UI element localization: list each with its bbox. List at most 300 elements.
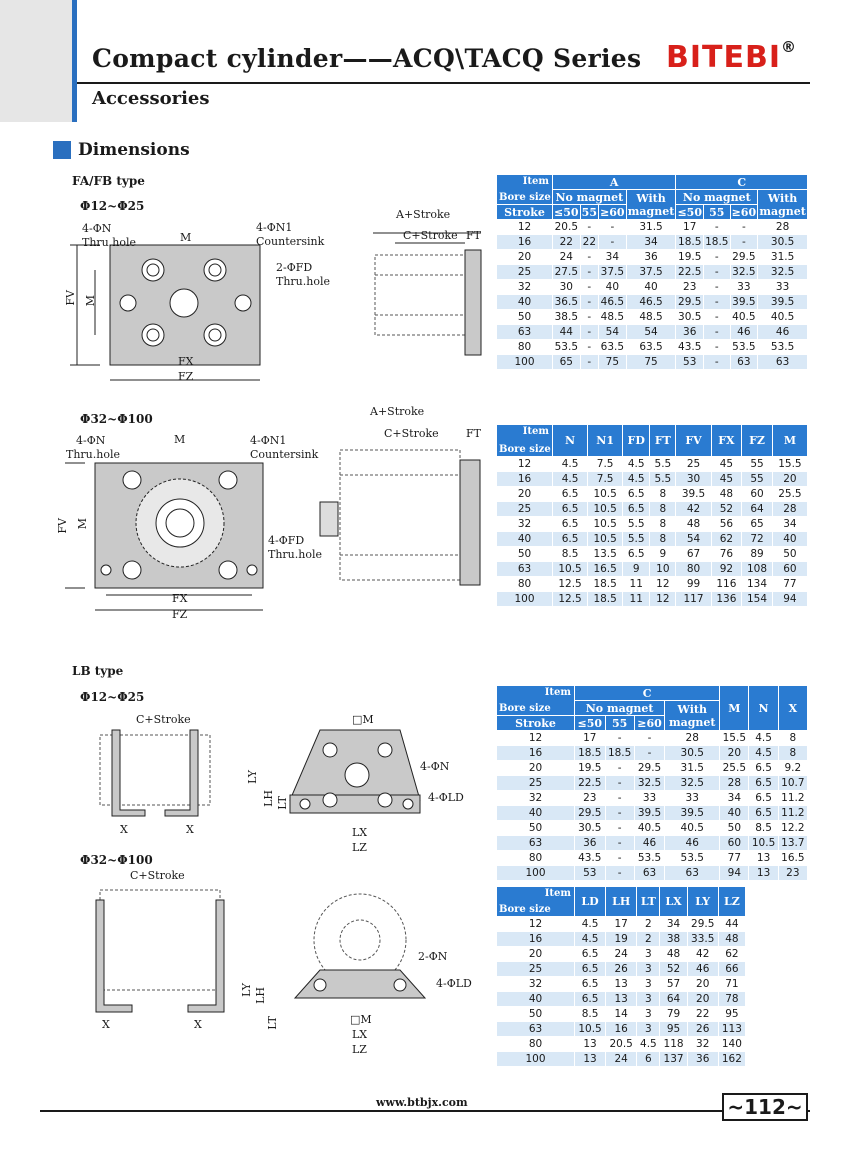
value-cell: - (580, 265, 598, 280)
brand-logo (666, 40, 797, 75)
column-header: FV (676, 425, 711, 457)
header-lb-stroke: Stroke (497, 716, 575, 731)
value-cell: 40.5 (758, 310, 808, 325)
table-row (497, 457, 808, 472)
value-cell: 77 (720, 851, 749, 866)
value-cell: 30.5 (665, 746, 720, 761)
value-cell: 63 (634, 866, 665, 881)
page-number: ~112~ (722, 1093, 808, 1121)
value-cell: 29.5 (730, 250, 758, 265)
fa-large-fd-thru-label: Thru.hole (268, 548, 322, 561)
value-cell: 6.5 (623, 487, 650, 502)
value-cell: - (730, 220, 758, 235)
value-cell: 26 (606, 962, 637, 977)
value-cell: 2 (637, 932, 660, 947)
value-cell: 6.5 (553, 487, 588, 502)
fa-large-fz-label: FZ (172, 608, 188, 621)
corner-item: Item (544, 888, 571, 899)
value-cell: - (580, 295, 598, 310)
value-cell: 13 (575, 1037, 606, 1052)
value-cell: 29.5 (634, 761, 665, 776)
value-cell: 6 (637, 1052, 660, 1067)
value-cell: 32.5 (634, 776, 665, 791)
value-cell: - (605, 761, 634, 776)
lb-large-lh-label: LH (254, 987, 267, 1004)
value-cell: 31.5 (665, 761, 720, 776)
value-cell: 4.5 (623, 457, 650, 472)
table-row (497, 325, 808, 340)
value-cell: 40.5 (730, 310, 758, 325)
value-cell: 55 (742, 457, 773, 472)
bore-size-cell: 12 (497, 220, 553, 235)
value-cell: 23 (676, 280, 704, 295)
header-s1: ≤50 (554, 205, 579, 219)
value-cell: - (704, 280, 731, 295)
header-lb-with-magnet (665, 701, 720, 731)
value-cell: 63 (665, 866, 720, 881)
value-cell: 33 (634, 791, 665, 806)
bore-size-cell: 80 (497, 577, 553, 592)
value-cell: 53.5 (553, 340, 581, 355)
value-cell: 154 (742, 592, 773, 607)
table-row (497, 592, 808, 607)
value-cell: 48 (718, 932, 745, 947)
value-cell: 16.5 (778, 851, 807, 866)
with-label: With (677, 702, 707, 716)
lb-m-square-label: □M (352, 713, 374, 726)
value-cell: 18.5 (588, 592, 623, 607)
bore-size-cell: 40 (497, 806, 575, 821)
value-cell: 4.5 (623, 472, 650, 487)
value-cell: 33.5 (687, 932, 718, 947)
value-cell: - (580, 280, 598, 295)
value-cell: 30 (553, 280, 581, 295)
value-cell: 17 (606, 917, 637, 932)
lb-large-ld-label: 4-ΦLD (436, 977, 472, 990)
fa-c-stroke-label: C+Stroke (403, 229, 458, 242)
table-row (497, 731, 808, 746)
bore-size-cell: 20 (497, 487, 553, 502)
fa-large-n-label: 4-ΦN (76, 434, 106, 447)
bore-size-cell: 80 (497, 340, 553, 355)
value-cell: 8 (650, 487, 676, 502)
fa-large-a-stroke-label: A+Stroke (370, 405, 425, 418)
value-cell: 36 (626, 250, 676, 265)
value-cell: 56 (711, 517, 742, 532)
value-cell: 24 (553, 250, 581, 265)
value-cell: 22 (553, 235, 581, 250)
fa-large-n1-label: 4-ΦN1 (250, 434, 287, 447)
lb-x-left-label: X (120, 823, 128, 836)
corner-bore: Bore size (499, 703, 551, 714)
lb-large-c-stroke-label: C+Stroke (130, 869, 185, 882)
table-row (497, 472, 808, 487)
value-cell: 25.5 (772, 487, 807, 502)
bore-size-cell: 32 (497, 977, 575, 992)
brand-name: BITEBI (666, 40, 782, 75)
table-row (497, 265, 808, 280)
value-cell: 46.5 (626, 295, 676, 310)
fa-fd-label: 2-ΦFD (276, 261, 313, 274)
footer-rule (40, 1110, 810, 1112)
value-cell: 40 (599, 280, 627, 295)
value-cell: 6.5 (575, 992, 606, 1007)
fa-n-label: 4-ΦN (82, 222, 112, 235)
value-cell: - (599, 220, 627, 235)
value-cell: 12 (650, 577, 676, 592)
value-cell: 46 (758, 325, 808, 340)
fa-m-label: M (180, 231, 192, 244)
value-cell: 13 (575, 1052, 606, 1067)
table-row (497, 947, 746, 962)
column-header: N (553, 425, 588, 457)
value-cell: 4.5 (575, 932, 606, 947)
table-row (497, 1052, 746, 1067)
value-cell: 6.5 (749, 776, 778, 791)
with-label: With (636, 191, 666, 205)
with-label: With (767, 191, 798, 205)
value-cell: 57 (660, 977, 687, 992)
value-cell: 42 (676, 502, 711, 517)
value-cell: 16 (606, 1022, 637, 1037)
value-cell: 8 (650, 502, 676, 517)
bore-size-cell: 16 (497, 472, 553, 487)
table-row (497, 502, 808, 517)
table-lb-l-dims (496, 886, 746, 1067)
value-cell: - (580, 355, 598, 370)
value-cell: 40 (720, 806, 749, 821)
value-cell: 9 (650, 547, 676, 562)
lb-small-front-drawing (250, 725, 440, 855)
fa-large-ft-label: FT (466, 427, 481, 440)
table-fa-corner (497, 425, 553, 457)
value-cell: 6.5 (623, 547, 650, 562)
value-cell: - (704, 295, 731, 310)
header-a-no-magnet: No magnet (553, 190, 627, 205)
value-cell: 29.5 (575, 806, 606, 821)
value-cell: 15.5 (772, 457, 807, 472)
footer-url[interactable]: www.btbjx.com (376, 1096, 468, 1109)
value-cell: 12 (650, 592, 676, 607)
value-cell: 39.5 (665, 806, 720, 821)
value-cell: 113 (718, 1022, 745, 1037)
value-cell: 8.5 (553, 547, 588, 562)
value-cell: 38 (660, 932, 687, 947)
header-side-panel (0, 0, 72, 122)
table-lb-l-corner (497, 887, 575, 917)
table-a-c-corner (497, 175, 553, 205)
value-cell: 46 (687, 962, 718, 977)
corner-item: Item (522, 176, 549, 187)
bore-size-cell: 20 (497, 250, 553, 265)
header-lb-m: M (720, 686, 749, 731)
value-cell: 4.5 (553, 472, 588, 487)
fa-large-m-vertical-label: M (76, 518, 89, 530)
value-cell: - (704, 325, 731, 340)
value-cell: 18.5 (588, 577, 623, 592)
value-cell: 6.5 (553, 502, 588, 517)
value-cell: 52 (660, 962, 687, 977)
value-cell: 65 (742, 517, 773, 532)
fa-ft-label: FT (466, 229, 481, 242)
value-cell: - (605, 866, 634, 881)
value-cell: 12.5 (553, 592, 588, 607)
bore-size-cell: 12 (497, 731, 575, 746)
table-lb-c-corner (497, 686, 575, 716)
registered-mark: ® (781, 38, 798, 56)
value-cell: 10.5 (588, 487, 623, 502)
value-cell: 75 (626, 355, 676, 370)
value-cell: 16.5 (588, 562, 623, 577)
value-cell: 22 (687, 1007, 718, 1022)
table-row (497, 517, 808, 532)
bore-size-cell: 50 (497, 547, 553, 562)
lb-n4-label: 4-ΦN (420, 760, 450, 773)
value-cell: 18.5 (575, 746, 606, 761)
value-cell: - (605, 776, 634, 791)
fa-large-fv-label: FV (56, 518, 69, 534)
table-row (497, 806, 808, 821)
column-header: LX (660, 887, 687, 917)
column-header: LH (606, 887, 637, 917)
value-cell: 62 (718, 947, 745, 962)
value-cell: 10.7 (778, 776, 807, 791)
value-cell: 20.5 (606, 1037, 637, 1052)
header-s3: ≥60 (731, 205, 757, 219)
value-cell: 6.5 (623, 502, 650, 517)
header-lb-n: N (749, 686, 778, 731)
value-cell: 33 (665, 791, 720, 806)
table-row (497, 562, 808, 577)
table-row (497, 932, 746, 947)
header-lb-s1: ≤50 (575, 716, 606, 731)
corner-item: Item (522, 426, 549, 437)
table-row (497, 1022, 746, 1037)
bore-size-cell: 16 (497, 932, 575, 947)
section-marker (53, 141, 71, 159)
value-cell: 27.5 (553, 265, 581, 280)
bore-size-cell: 80 (497, 851, 575, 866)
value-cell: 30.5 (575, 821, 606, 836)
magnet-label: magnet (668, 715, 716, 729)
value-cell: 34 (660, 917, 687, 932)
value-cell: 65 (553, 355, 581, 370)
fa-large-m-label: M (174, 433, 186, 446)
corner-bore: Bore size (499, 904, 551, 915)
table-row (497, 340, 808, 355)
value-cell: 18.5 (605, 746, 634, 761)
value-cell: 18.5 (676, 235, 704, 250)
header-stroke: Stroke (497, 205, 553, 220)
value-cell: - (580, 325, 598, 340)
value-cell: 2 (637, 917, 660, 932)
column-header: N1 (588, 425, 623, 457)
value-cell: 31.5 (758, 250, 808, 265)
bore-size-cell: 16 (497, 746, 575, 761)
bore-size-cell: 25 (497, 265, 553, 280)
value-cell: 39.5 (758, 295, 808, 310)
value-cell: 63 (758, 355, 808, 370)
value-cell: 134 (742, 577, 773, 592)
header-a: A (553, 175, 676, 190)
lb-large-range: Φ32~Φ100 (80, 853, 153, 867)
bore-size-cell: 100 (497, 592, 553, 607)
bore-size-cell: 100 (497, 355, 553, 370)
lb-large-ly-label: LY (240, 983, 253, 997)
value-cell: 28 (772, 502, 807, 517)
value-cell: - (580, 340, 598, 355)
bore-size-cell: 12 (497, 917, 575, 932)
value-cell: 5.5 (650, 472, 676, 487)
value-cell: 10.5 (553, 562, 588, 577)
value-cell: - (704, 250, 731, 265)
value-cell: 28 (720, 776, 749, 791)
value-cell: 39.5 (676, 487, 711, 502)
column-header: LZ (718, 887, 745, 917)
value-cell: 6.5 (749, 806, 778, 821)
value-cell: - (580, 220, 598, 235)
value-cell: 94 (772, 592, 807, 607)
value-cell: 37.5 (626, 265, 676, 280)
value-cell: 79 (660, 1007, 687, 1022)
value-cell: 6.5 (749, 761, 778, 776)
fa-large-range: Φ32~Φ100 (80, 412, 153, 426)
magnet-label: magnet (759, 204, 806, 218)
table-row (497, 776, 808, 791)
value-cell: - (605, 791, 634, 806)
value-cell: 13 (606, 977, 637, 992)
value-cell: 140 (718, 1037, 745, 1052)
fa-large-c-stroke-label: C+Stroke (384, 427, 439, 440)
header-lb-s3: ≥60 (634, 716, 665, 731)
value-cell: 60 (772, 562, 807, 577)
fa-fz-label: FZ (178, 370, 194, 383)
value-cell: 6.5 (575, 977, 606, 992)
value-cell: - (605, 821, 634, 836)
value-cell: 6.5 (749, 791, 778, 806)
value-cell: 40 (772, 532, 807, 547)
table-row (497, 836, 808, 851)
value-cell: 8 (778, 731, 807, 746)
value-cell: 38.5 (553, 310, 581, 325)
lb-lx-label: LX (352, 826, 368, 839)
lb-lh-label: LH (262, 790, 275, 807)
value-cell: 42 (687, 947, 718, 962)
table-row (497, 355, 808, 370)
value-cell: 32 (687, 1037, 718, 1052)
table-row (497, 1007, 746, 1022)
value-cell: 54 (676, 532, 711, 547)
value-cell: 17 (676, 220, 704, 235)
value-cell: 36 (575, 836, 606, 851)
corner-bore: Bore size (499, 444, 551, 455)
value-cell: 45 (711, 457, 742, 472)
value-cell: 20 (720, 746, 749, 761)
value-cell: - (704, 340, 731, 355)
value-cell: 39.5 (730, 295, 758, 310)
lb-small-side-drawing (90, 720, 220, 840)
value-cell: 67 (676, 547, 711, 562)
value-cell: 32.5 (758, 265, 808, 280)
fa-small-side-drawing (365, 225, 495, 365)
lb-large-lz-label: LZ (352, 1043, 367, 1056)
fa-m-vertical-label: M (84, 295, 97, 307)
value-cell: 116 (711, 577, 742, 592)
value-cell: 53 (676, 355, 704, 370)
value-cell: 8 (778, 746, 807, 761)
value-cell: - (704, 355, 731, 370)
table-row (497, 547, 808, 562)
value-cell: 22.5 (575, 776, 606, 791)
value-cell: 89 (742, 547, 773, 562)
table-row (497, 821, 808, 836)
value-cell: 4.5 (637, 1037, 660, 1052)
value-cell: 3 (637, 947, 660, 962)
value-cell: - (704, 265, 731, 280)
value-cell: 30 (676, 472, 711, 487)
value-cell: 108 (742, 562, 773, 577)
bore-size-cell: 63 (497, 1022, 575, 1037)
fa-large-fx-label: FX (172, 592, 188, 605)
table-row (497, 791, 808, 806)
header-c-with-magnet (758, 190, 808, 220)
value-cell: 46.5 (599, 295, 627, 310)
bore-size-cell: 63 (497, 836, 575, 851)
value-cell: 3 (637, 977, 660, 992)
value-cell: 10.5 (588, 502, 623, 517)
value-cell: 13.7 (778, 836, 807, 851)
value-cell: 76 (711, 547, 742, 562)
value-cell: 17 (575, 731, 606, 746)
value-cell: 24 (606, 947, 637, 962)
value-cell: 72 (742, 532, 773, 547)
value-cell: 31.5 (626, 220, 676, 235)
value-cell: 77 (772, 577, 807, 592)
header-c: C (676, 175, 808, 190)
value-cell: 36 (687, 1052, 718, 1067)
table-row (497, 746, 808, 761)
value-cell: 8.5 (749, 821, 778, 836)
value-cell: 71 (718, 977, 745, 992)
value-cell: 43.5 (575, 851, 606, 866)
column-header: FX (711, 425, 742, 457)
table-row (497, 220, 808, 235)
value-cell: 137 (660, 1052, 687, 1067)
value-cell: - (580, 310, 598, 325)
value-cell: 60 (742, 487, 773, 502)
value-cell: 162 (718, 1052, 745, 1067)
value-cell: 26 (687, 1022, 718, 1037)
lb-lz-label: LZ (352, 841, 367, 854)
value-cell: 48 (676, 517, 711, 532)
fa-large-fd-label: 4-ΦFD (268, 534, 305, 547)
value-cell: 94 (720, 866, 749, 881)
value-cell: 54 (626, 325, 676, 340)
value-cell: 10 (650, 562, 676, 577)
value-cell: - (704, 220, 731, 235)
title-rule (77, 82, 810, 84)
table-row (497, 235, 808, 250)
fa-thru-label: Thru.hole (82, 236, 136, 249)
value-cell: 4.5 (749, 746, 778, 761)
bore-size-cell: 80 (497, 1037, 575, 1052)
fa-countersink-label: Countersink (256, 235, 325, 248)
lb-large-x-right-label: X (194, 1018, 202, 1031)
header-s3: ≥60 (600, 205, 625, 219)
value-cell: 7.5 (588, 457, 623, 472)
value-cell: 44 (718, 917, 745, 932)
value-cell: 20.5 (553, 220, 581, 235)
